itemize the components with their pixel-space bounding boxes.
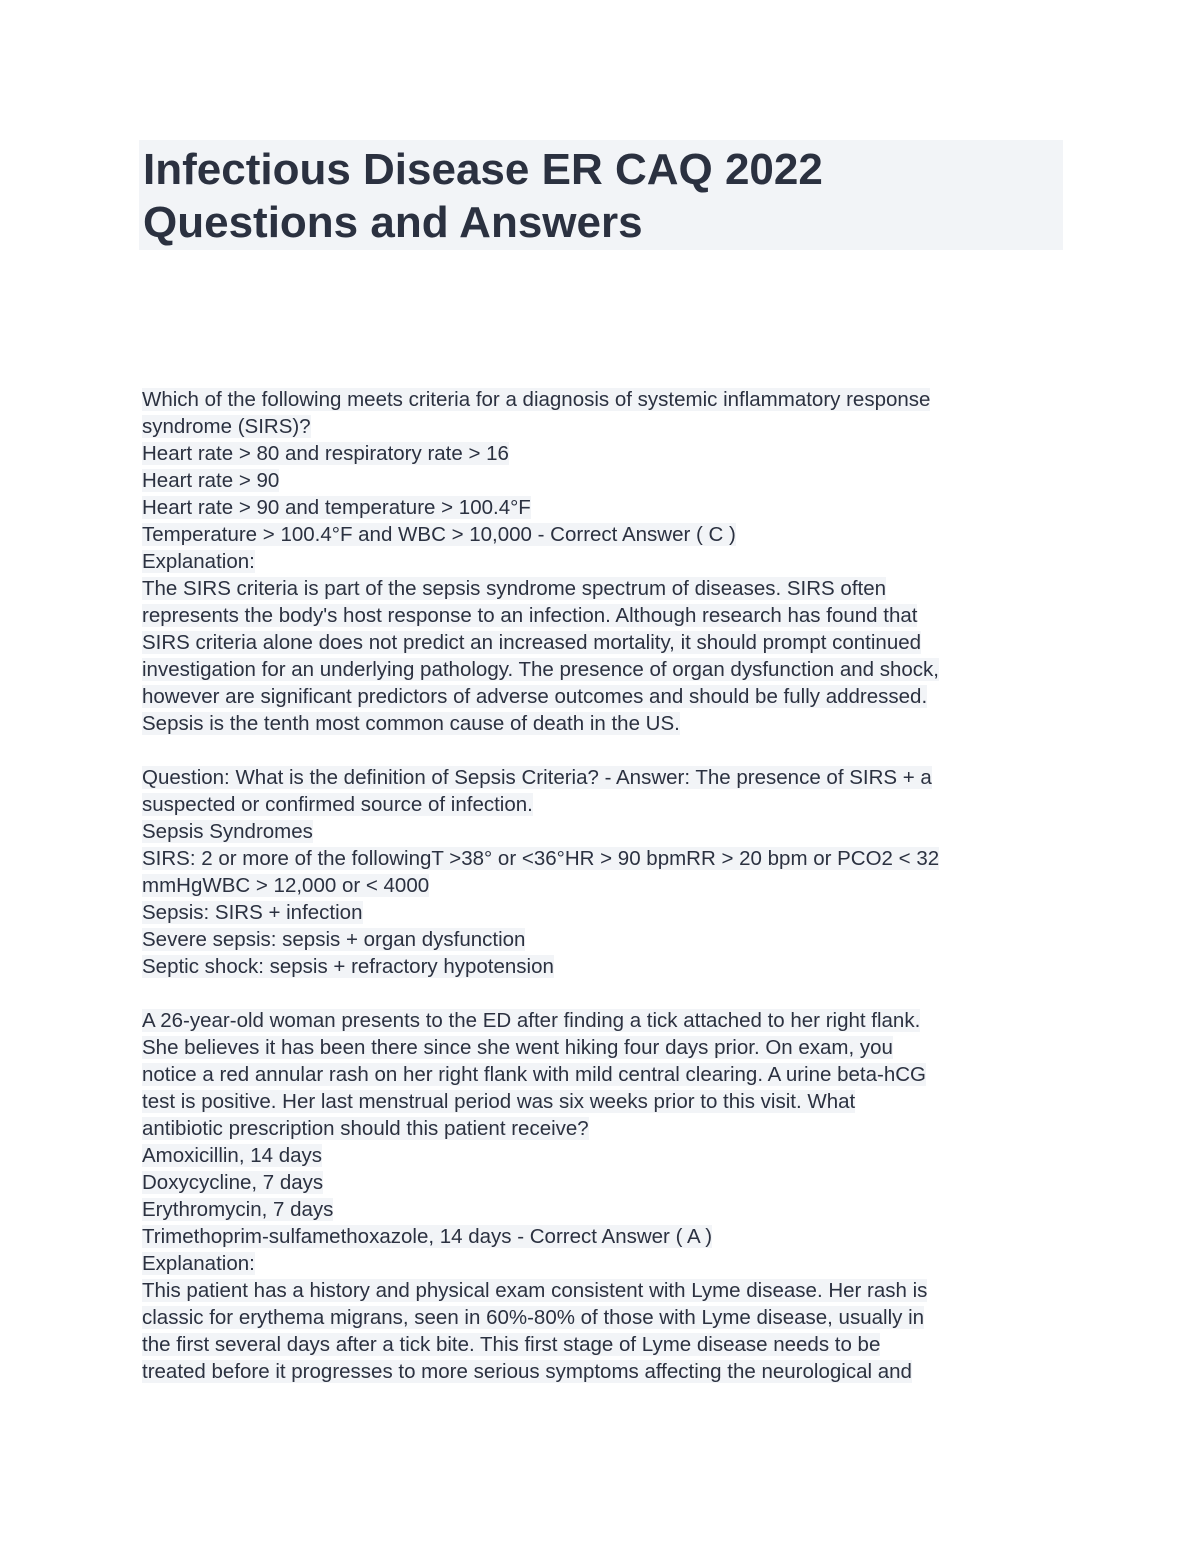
text-line-content: Temperature > 100.4°F and WBC > 10,000 - Correct Answer ( C ) — [142, 523, 736, 546]
text-line — [142, 521, 1062, 548]
text-line-content: Sepsis Syndromes — [142, 820, 313, 843]
text-line-content: Severe sepsis: sepsis + organ dysfunction — [142, 928, 526, 951]
text-line-content: Question: What is the definition of Sepsis Criteria? - Answer: The presence of SIRS + a — [142, 766, 932, 789]
text-line — [142, 1115, 1062, 1142]
text-line-content: Erythromycin, 7 days — [142, 1198, 334, 1221]
text-line-content: Heart rate > 90 — [142, 469, 280, 492]
title-line-1: Infectious Disease ER CAQ 2022 — [143, 145, 823, 194]
document-body — [142, 386, 1062, 1385]
text-line-content: mmHgWBC > 12,000 or < 4000 — [142, 874, 430, 897]
text-line — [142, 1061, 1062, 1088]
text-line-content: Heart rate > 90 and temperature > 100.4°F — [142, 496, 531, 519]
text-line — [142, 386, 1062, 413]
text-line-content: Amoxicillin, 14 days — [142, 1144, 323, 1167]
text-line — [142, 548, 1062, 575]
text-line-content: the first several days after a tick bite. This first stage of Lyme disease needs to be — [142, 1333, 881, 1356]
text-line — [142, 710, 1062, 737]
text-line — [142, 1331, 1062, 1358]
text-line-content: Doxycycline, 7 days — [142, 1171, 324, 1194]
text-line-content: Explanation: — [142, 1252, 255, 1275]
text-line — [142, 1034, 1062, 1061]
text-line-content: represents the body's host response to an infection. Although research has found that — [142, 604, 918, 627]
text-line-content: suspected or confirmed source of infection. — [142, 793, 533, 816]
text-line — [142, 467, 1062, 494]
text-line — [142, 1142, 1062, 1169]
text-line — [142, 1277, 1062, 1304]
text-line-content: SIRS: 2 or more of the followingT >38° or <36°HR > 90 bpmRR > 20 bpm or PCO2 < 32 — [142, 847, 940, 870]
text-line-content: SIRS criteria alone does not predict an increased mortality, it should prompt continued — [142, 631, 922, 654]
text-line — [142, 656, 1062, 683]
text-line-content: antibiotic prescription should this patient receive? — [142, 1117, 589, 1140]
question-block-2 — [142, 764, 1062, 980]
text-line-content: Sepsis is the tenth most common cause of death in the US. — [142, 712, 680, 735]
text-line — [142, 629, 1062, 656]
text-line — [142, 791, 1062, 818]
text-line — [142, 1007, 1062, 1034]
question-block-1 — [142, 386, 1062, 737]
text-line — [142, 440, 1062, 467]
text-line — [142, 602, 1062, 629]
text-line — [142, 575, 1062, 602]
text-line-content: Trimethoprim-sulfamethoxazole, 14 days - Correct Answer ( A ) — [142, 1225, 713, 1248]
text-line — [142, 845, 1062, 872]
text-line-content: test is positive. Her last menstrual period was six weeks prior to this visit. What — [142, 1090, 856, 1113]
text-line-content: Which of the following meets criteria for a diagnosis of systemic inflammatory response — [142, 388, 931, 411]
title-line-2: Questions and Answers — [143, 198, 643, 247]
text-line-content: investigation for an underlying pathology. The presence of organ dysfunction and shock, — [142, 658, 939, 681]
document-title — [139, 140, 1063, 250]
text-line-content: Sepsis: SIRS + infection — [142, 901, 363, 924]
text-line-content: however are significant predictors of adverse outcomes and should be fully addressed. — [142, 685, 928, 708]
text-line — [142, 899, 1062, 926]
text-line — [142, 1250, 1062, 1277]
text-line — [142, 1223, 1062, 1250]
question-block-3 — [142, 1007, 1062, 1385]
text-line-content: This patient has a history and physical exam consistent with Lyme disease. Her rash is — [142, 1279, 928, 1302]
text-line — [142, 872, 1062, 899]
text-line — [142, 1304, 1062, 1331]
text-line — [142, 926, 1062, 953]
paragraph-gap — [142, 980, 1062, 1007]
text-line — [142, 1088, 1062, 1115]
text-line-content: syndrome (SIRS)? — [142, 415, 311, 438]
text-line — [142, 953, 1062, 980]
text-line — [142, 818, 1062, 845]
text-line-content: The SIRS criteria is part of the sepsis syndrome spectrum of diseases. SIRS often — [142, 577, 887, 600]
text-line — [142, 413, 1062, 440]
text-line — [142, 683, 1062, 710]
paragraph-gap — [142, 737, 1062, 764]
text-line-content: Heart rate > 80 and respiratory rate > 16 — [142, 442, 509, 465]
text-line-content: Septic shock: sepsis + refractory hypotension — [142, 955, 554, 978]
text-line-content: notice a red annular rash on her right flank with mild central clearing. A urine beta-hCG — [142, 1063, 926, 1086]
text-line-content: classic for erythema migrans, seen in 60%-80% of those with Lyme disease, usually in — [142, 1306, 925, 1329]
text-line-content: treated before it progresses to more serious symptoms affecting the neurological and — [142, 1360, 912, 1383]
text-line-content: Explanation: — [142, 550, 255, 573]
text-line — [142, 494, 1062, 521]
text-line — [142, 764, 1062, 791]
text-line — [142, 1169, 1062, 1196]
text-line-content: A 26-year-old woman presents to the ED after finding a tick attached to her right flank. — [142, 1009, 921, 1032]
text-line-content: She believes it has been there since she went hiking four days prior. On exam, you — [142, 1036, 893, 1059]
text-line — [142, 1358, 1062, 1385]
text-line — [142, 1196, 1062, 1223]
